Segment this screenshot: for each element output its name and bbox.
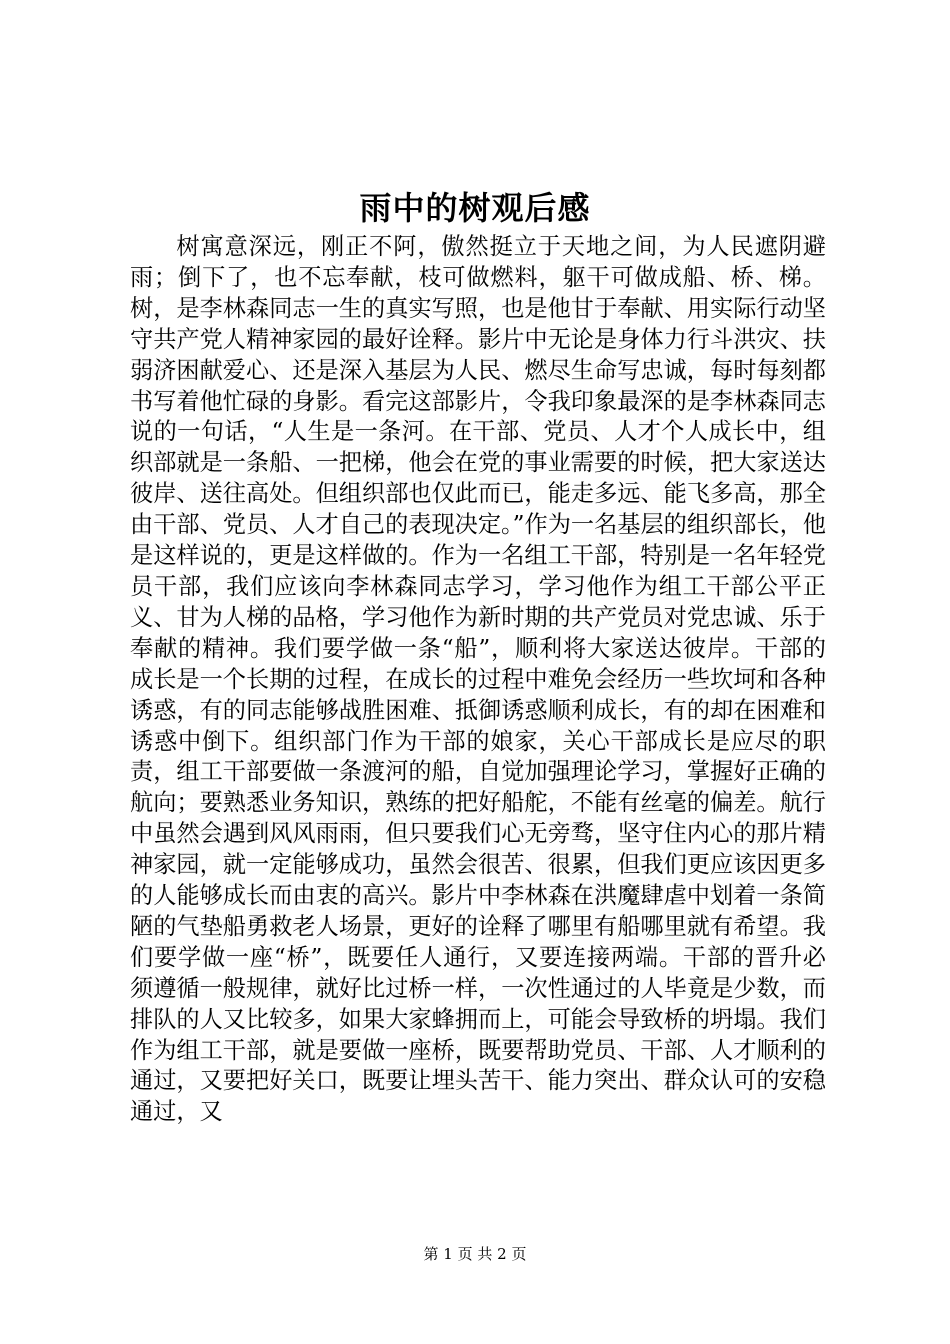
document-title: 雨中的树观后感 [359,189,591,227]
body-paragraph: 树寓意深远，刚正不阿，傲然挺立于天地之间，为人民遮阴避雨；倒下了，也不忘奉献，枝可做燃料，躯干可做成船、桥、梯。树，是李林森同志一生的真实写照，也是他甘于奉献、用实际行动坚守共产党人精神家园的最好诠释。影片中无论是身体力行斗洪灾、扶弱济困献爱心、还是深入基层为人民、燃尽生命写忠诚，每时每刻都书写着他忙碌的身影。看完这部影片，令我印象最深的是李林森同志说的一句话，“人生是一条河。在干部、党员、人才个人成长中，组织部就是一条船、一把梯，他会在党的事业需要的时候，把大家送达彼岸、送往高处。但组织部也仅此而已，能走多远、能飞多高，那全由干部、党员、人才自己的表现决定。”作为一名基层的组织部长，他是这样说的，更是这样做的。作为一名组工干部，特别是一名年轻党员干部，我们应该向李林森同志学习，学习他作为组工干部公平正义、甘为人梯的品格，学习他作为新时期的共产党员对党忠诚、乐于奉献的精神。我们要学做一条“船”，顺利将大家送达彼岸。干部的成长是一个长期的过程，在成长的过程中难免会经历一些坎坷和各种诱惑，有的同志能够战胜困难、抵御诱惑顺利成长，有的却在困难和诱惑中倒下。组织部门作为干部的娘家，关心干部成长是应尽的职责，组工干部要做一条渡河的船，自觉加强理论学习，掌握好正确的航向；要熟悉业务知识，熟练的把好船舵，不能有丝毫的偏差。航行中虽然会遇到风风雨雨，但只要我们心无旁骛，坚守住内心的那片精神家园，就一定能够成功，虽然会很苦、很累，但我们更应该因更多的人能够成长而由衷的高兴。影片中李林森在洪魔肆虐中划着一条简陋的气垫船勇救老人场景，更好的诠释了哪里有船哪里就有希望。我们要学做一座“桥”，既要任人通行，又要连接两端。干部的晋升必须遵循一般规律，就好比过桥一样，一次性通过的人毕竟是少数，而排队的人又比较多，如果大家蜂拥而上，可能会导致桥的坍塌。我们作为组工干部，就是要做一座桥，既要帮助党员、干部、人才顺利的通过，又要把好关口，既要让埋头苦干、能力突出、群众认可的安稳通过，又 [130,233,826,1126]
page-footer: 第 1 页 共 2 页 [423,1245,527,1263]
